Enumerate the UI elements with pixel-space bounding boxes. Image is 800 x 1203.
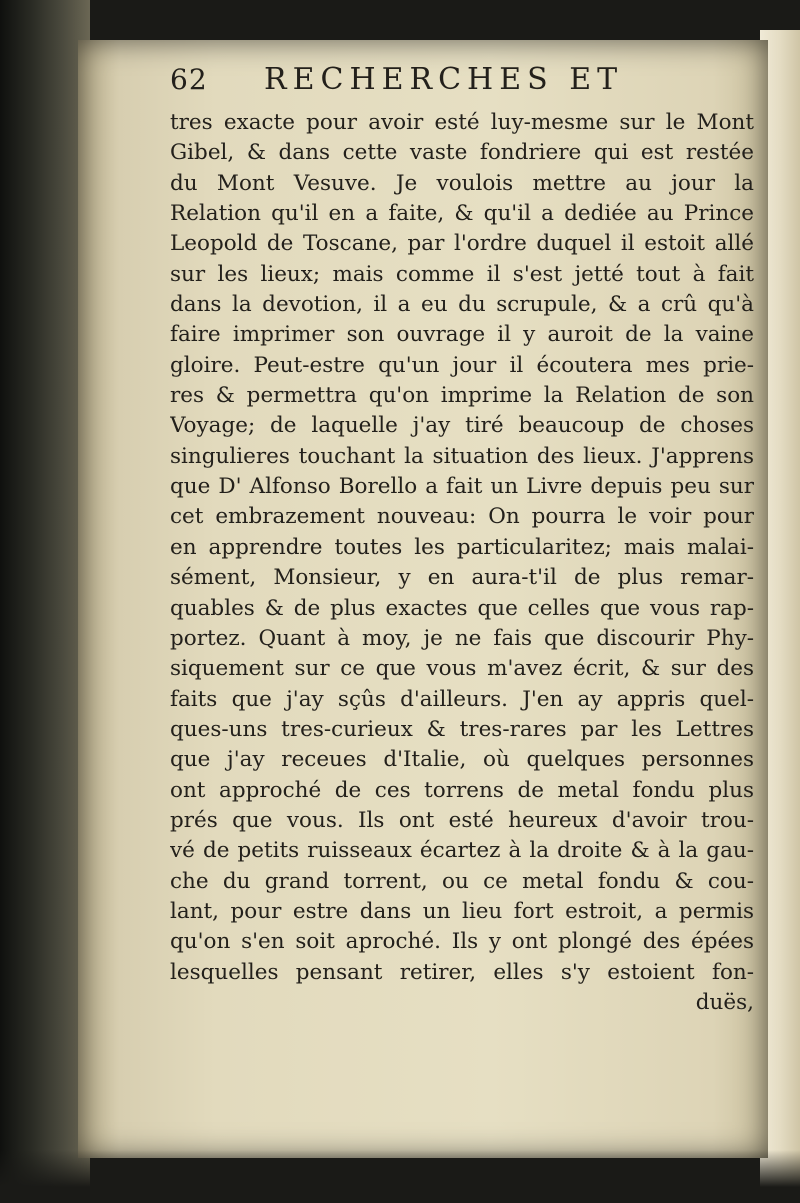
text-line: Gibel, & dans cette vaste fondriere qui est restée [170,140,754,166]
text-line: cet embrazement nouveau: On pourra le voir pour [170,504,754,530]
text-line: dans la devotion, il a eu du scrupule, & a crû qu'à [170,292,754,318]
text-line: ont approché de ces torrens de metal fondu plus [170,777,754,803]
text-line: lesquelles pensant retirer, elles s'y estoient fon- [170,959,754,985]
body-text [170,108,754,1018]
text-line: tres exacte pour avoir esté luy-mesme sur le Mont [170,110,754,135]
catchword: duës, [695,989,754,1015]
text-line: faits que j'ay sçûs d'ailleurs. J'en ay appris quel- [170,686,754,712]
running-header [170,62,754,108]
text-line: portez. Quant à moy, je ne fais que discourir Phy- [170,625,754,651]
text-line: lant, pour estre dans un lieu fort estroit, a permis [170,898,754,924]
text-line: Leopold de Toscane, par l'ordre duquel il estoit allé [170,231,754,257]
text-line: sur les lieux; mais comme il s'est jetté tout à fait [170,261,754,287]
page-content [170,62,754,1018]
text-line: que D' Alfonso Borello a fait un Livre depuis peu sur [170,474,754,500]
text-line: gloire. Peut-estre qu'un jour il écoutera mes prie- [170,352,754,378]
bottom-shadow [0,1150,800,1203]
text-line: prés que vous. Ils ont esté heureux d'avoir trou- [170,807,754,833]
text-line: quables & de plus exactes que celles que vous rap- [170,595,754,621]
text-line: sément, Monsieur, y en aura-t'il de plus remar- [170,565,754,591]
text-line: che du grand torrent, ou ce metal fondu & cou- [170,868,754,894]
book-spine-shadow [0,0,90,1203]
running-title: RECHERCHES ET [264,62,624,97]
text-line: singulieres touchant la situation des lieux. J'apprens [170,443,754,469]
text-line: Voyage; de laquelle j'ay tiré beaucoup de choses [170,413,754,439]
text-line: du Mont Vesuve. Je voulois mettre au jour la [170,170,754,196]
text-line: faire imprimer son ouvrage il y auroit de la vaine [170,322,754,348]
text-line: Relation qu'il en a faite, & qu'il a dediée au Prince [170,201,754,227]
text-line: siquement sur ce que vous m'avez écrit, & sur des [170,656,754,682]
text-line: res & permettra qu'on imprime la Relation de son [170,383,754,409]
text-line: ques-uns tres-curieux & tres-rares par les Lettres [170,716,754,742]
page-number: 62 [170,63,208,96]
text-line: en apprendre toutes les particularitez; mais malai- [170,534,754,560]
text-line: qu'on s'en soit aproché. Ils y ont plongé des épées [170,929,754,955]
text-line: que j'ay receues d'Italie, où quelques personnes [170,747,754,773]
text-line: vé de petits ruisseaux écartez à la droite & à la gau- [170,838,754,864]
